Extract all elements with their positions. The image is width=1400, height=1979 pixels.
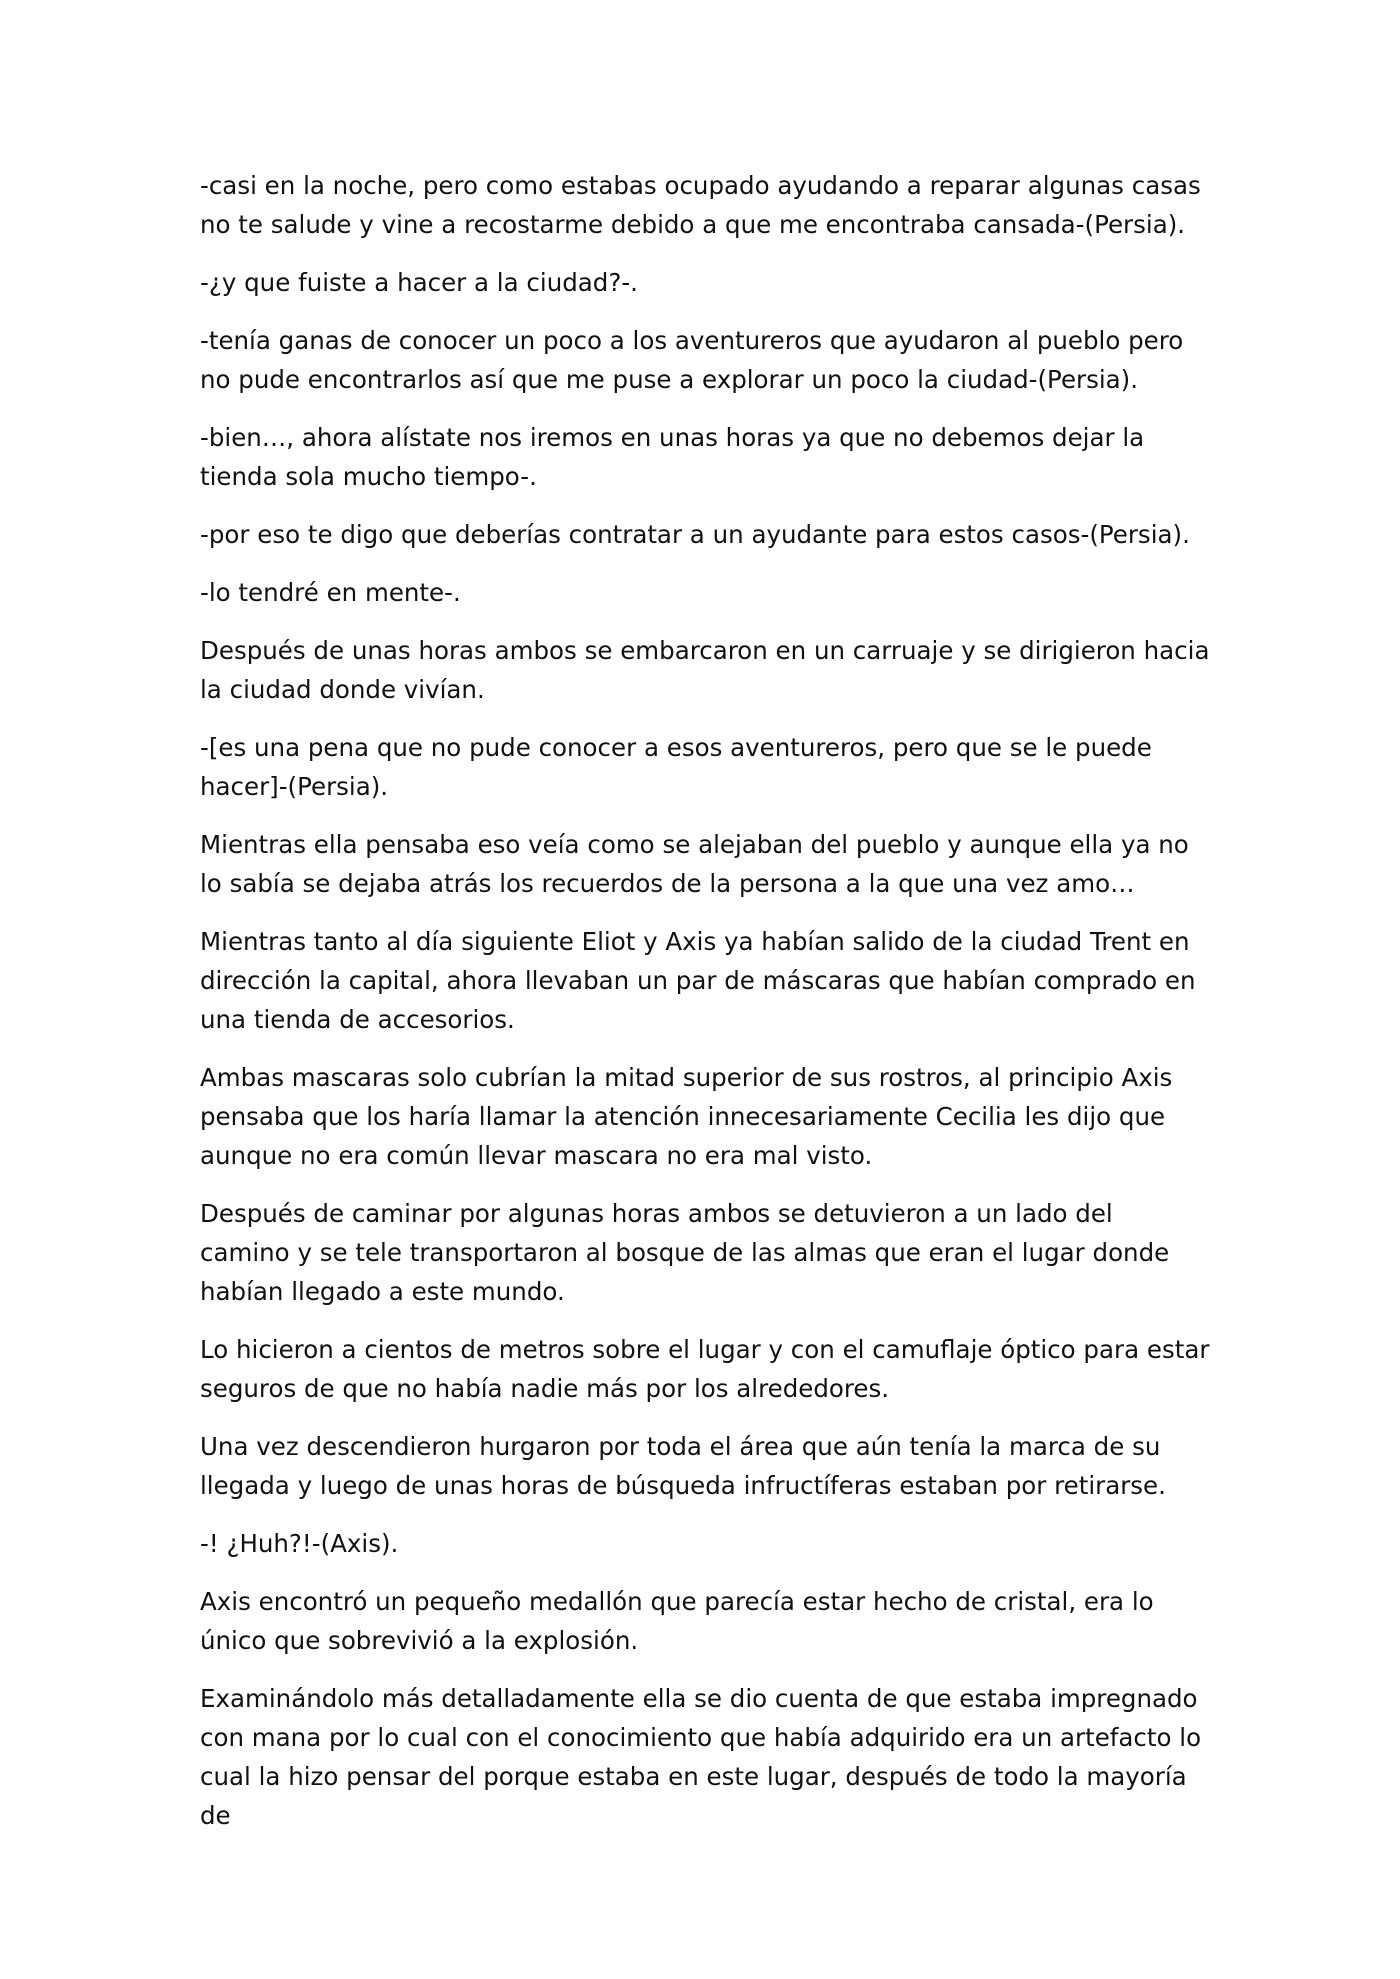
paragraph: -tenía ganas de conocer un poco a los aventureros que ayudaron al pueblo pero no pude encontrarlos así que me puse a explorar un poco la ciudad-(Persia). xyxy=(200,326,1184,394)
paragraph: -casi en la noche, pero como estabas ocupado ayudando a reparar algunas casas no te salude y vine a recostarme debido a que me encontraba cansada-(Persia). xyxy=(200,171,1201,239)
paragraph: Después de caminar por algunas horas ambos se detuvieron a un lado del camino y se tele transportaron al bosque de las almas que eran el lugar donde habían llegado a este mundo. xyxy=(200,1199,1170,1306)
paragraph: -lo tendré en mente-. xyxy=(200,578,461,607)
paragraph: Una vez descendieron hurgaron por toda el área que aún tenía la marca de su llegada y luego de unas horas de búsqueda infructíferas estaban por retirarse. xyxy=(200,1432,1166,1500)
paragraph: -¿y que fuiste a hacer a la ciudad?-. xyxy=(200,268,638,297)
paragraph: Después de unas horas ambos se embarcaron en un carruaje y se dirigieron hacia la ciudad donde vivían. xyxy=(200,636,1210,704)
paragraph: Ambas mascaras solo cubrían la mitad superior de sus rostros, al principio Axis pensaba que los haría llamar la atención innecesariamente Cecilia les dijo que aunque no era común llevar mascara no era mal visto. xyxy=(200,1063,1173,1170)
paragraph: Mientras ella pensaba eso veía como se alejaban del pueblo y aunque ella ya no lo sabía se dejaba atrás los recuerdos de la persona a la que una vez amo… xyxy=(200,830,1189,898)
paragraph: Lo hicieron a cientos de metros sobre el lugar y con el camuflaje óptico para estar seguros de que no había nadie más por los alrededores. xyxy=(200,1335,1210,1403)
document-body xyxy=(200,166,1210,1854)
paragraph: -! ¿Huh?!-(Axis). xyxy=(200,1529,399,1558)
paragraph: Axis encontró un pequeño medallón que parecía estar hecho de cristal, era lo único que sobrevivió a la explosión. xyxy=(200,1587,1154,1655)
paragraph: Mientras tanto al día siguiente Eliot y Axis ya habían salido de la ciudad Trent en dirección la capital, ahora llevaban un par de máscaras que habían comprado en una tienda de accesorios. xyxy=(200,927,1196,1034)
paragraph: -bien…, ahora alístate nos iremos en unas horas ya que no debemos dejar la tienda sola mucho tiempo-. xyxy=(200,423,1145,491)
paragraph: -por eso te digo que deberías contratar a un ayudante para estos casos-(Persia). xyxy=(200,520,1190,549)
paragraph: Examinándolo más detalladamente ella se dio cuenta de que estaba impregnado con mana por lo cual con el conocimiento que había adquirido era un artefacto lo cual la hizo pensar del porque estaba en este lugar, después de todo la mayoría de xyxy=(200,1684,1202,1830)
paragraph: -[es una pena que no pude conocer a esos aventureros, pero que se le puede hacer]-(Persia). xyxy=(200,733,1152,801)
